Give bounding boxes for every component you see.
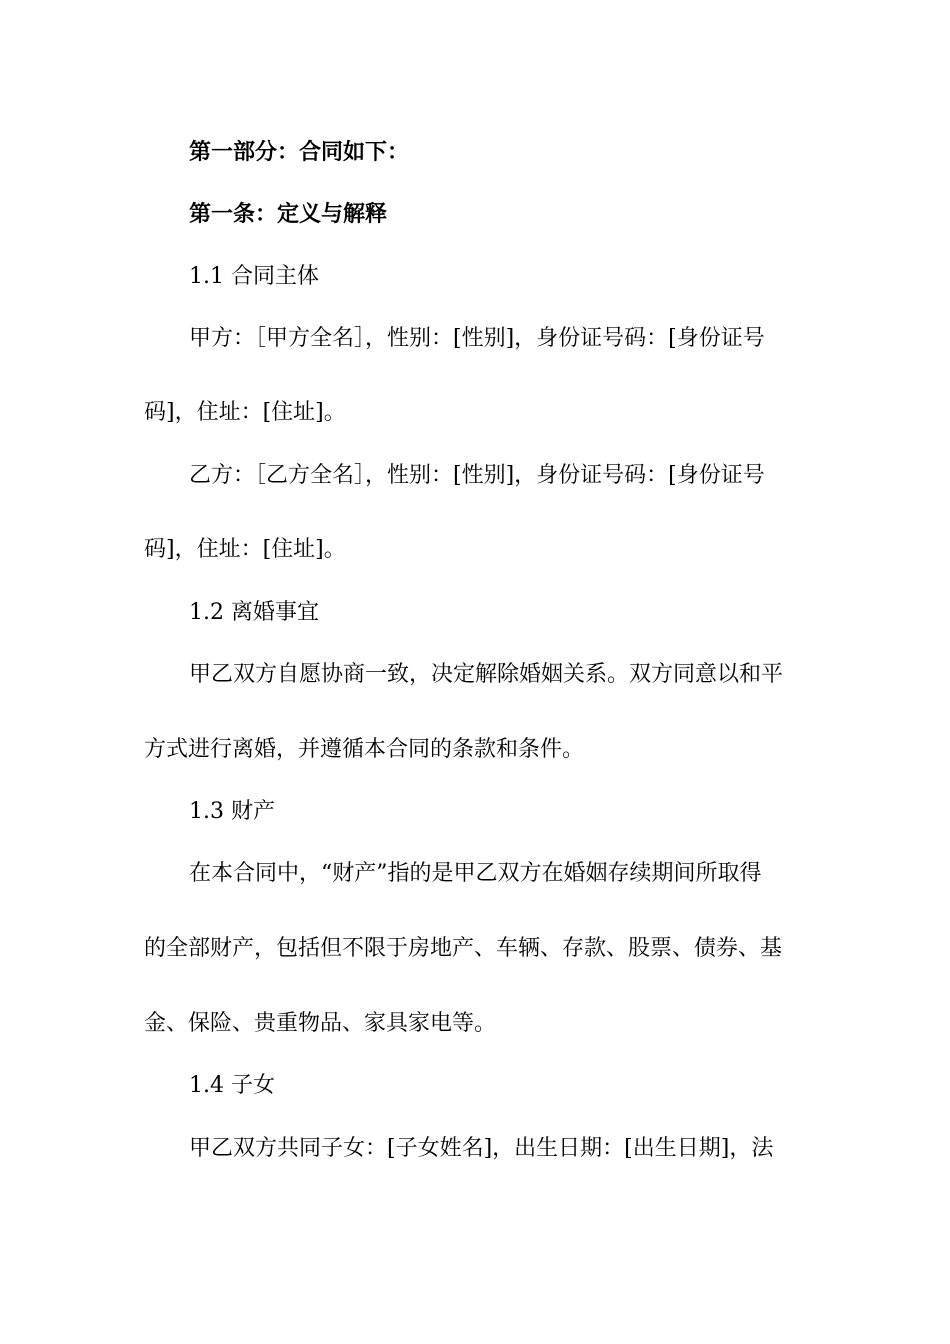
- party-b-line-2: 码]，住址：[住址]。: [144, 537, 346, 562]
- party-a-line-1: 甲方：［甲方全名］，性别：[性别]，身份证号码：[身份证号: [189, 326, 765, 351]
- section-title-1-3: 1.3 财产: [189, 799, 275, 824]
- section-title-1-2: 1.2 离婚事宜: [189, 600, 319, 625]
- section-title-1-4: 1.4 子女: [189, 1073, 275, 1098]
- article-heading: 第一条：定义与解释: [189, 202, 388, 227]
- section-1-4-line-1: 甲乙双方共同子女：[子女姓名]，出生日期：[出生日期]，法: [189, 1136, 774, 1161]
- section-1-3-line-2: 的全部财产，包括但不限于房地产、车辆、存款、股票、债券、基: [144, 936, 783, 961]
- section-title-1-1: 1.1 合同主体: [189, 264, 319, 289]
- section-1-3-line-3: 金、保险、贵重物品、家具家电等。: [144, 1011, 497, 1036]
- party-b-line-1: 乙方：［乙方全名］，性别：[性别]，身份证号码：[身份证号: [189, 463, 765, 488]
- section-1-3-line-1: 在本合同中，“财产”指的是甲乙双方在婚姻存续期间所取得: [189, 861, 762, 886]
- section-1-2-line-1: 甲乙双方自愿协商一致，决定解除婚姻关系。双方同意以和平: [189, 662, 784, 687]
- section-1-2-line-2: 方式进行离婚，并遵循本合同的条款和条件。: [144, 737, 585, 762]
- part-heading: 第一部分：合同如下：: [189, 140, 410, 165]
- party-a-line-2: 码]，住址：[住址]。: [144, 400, 346, 425]
